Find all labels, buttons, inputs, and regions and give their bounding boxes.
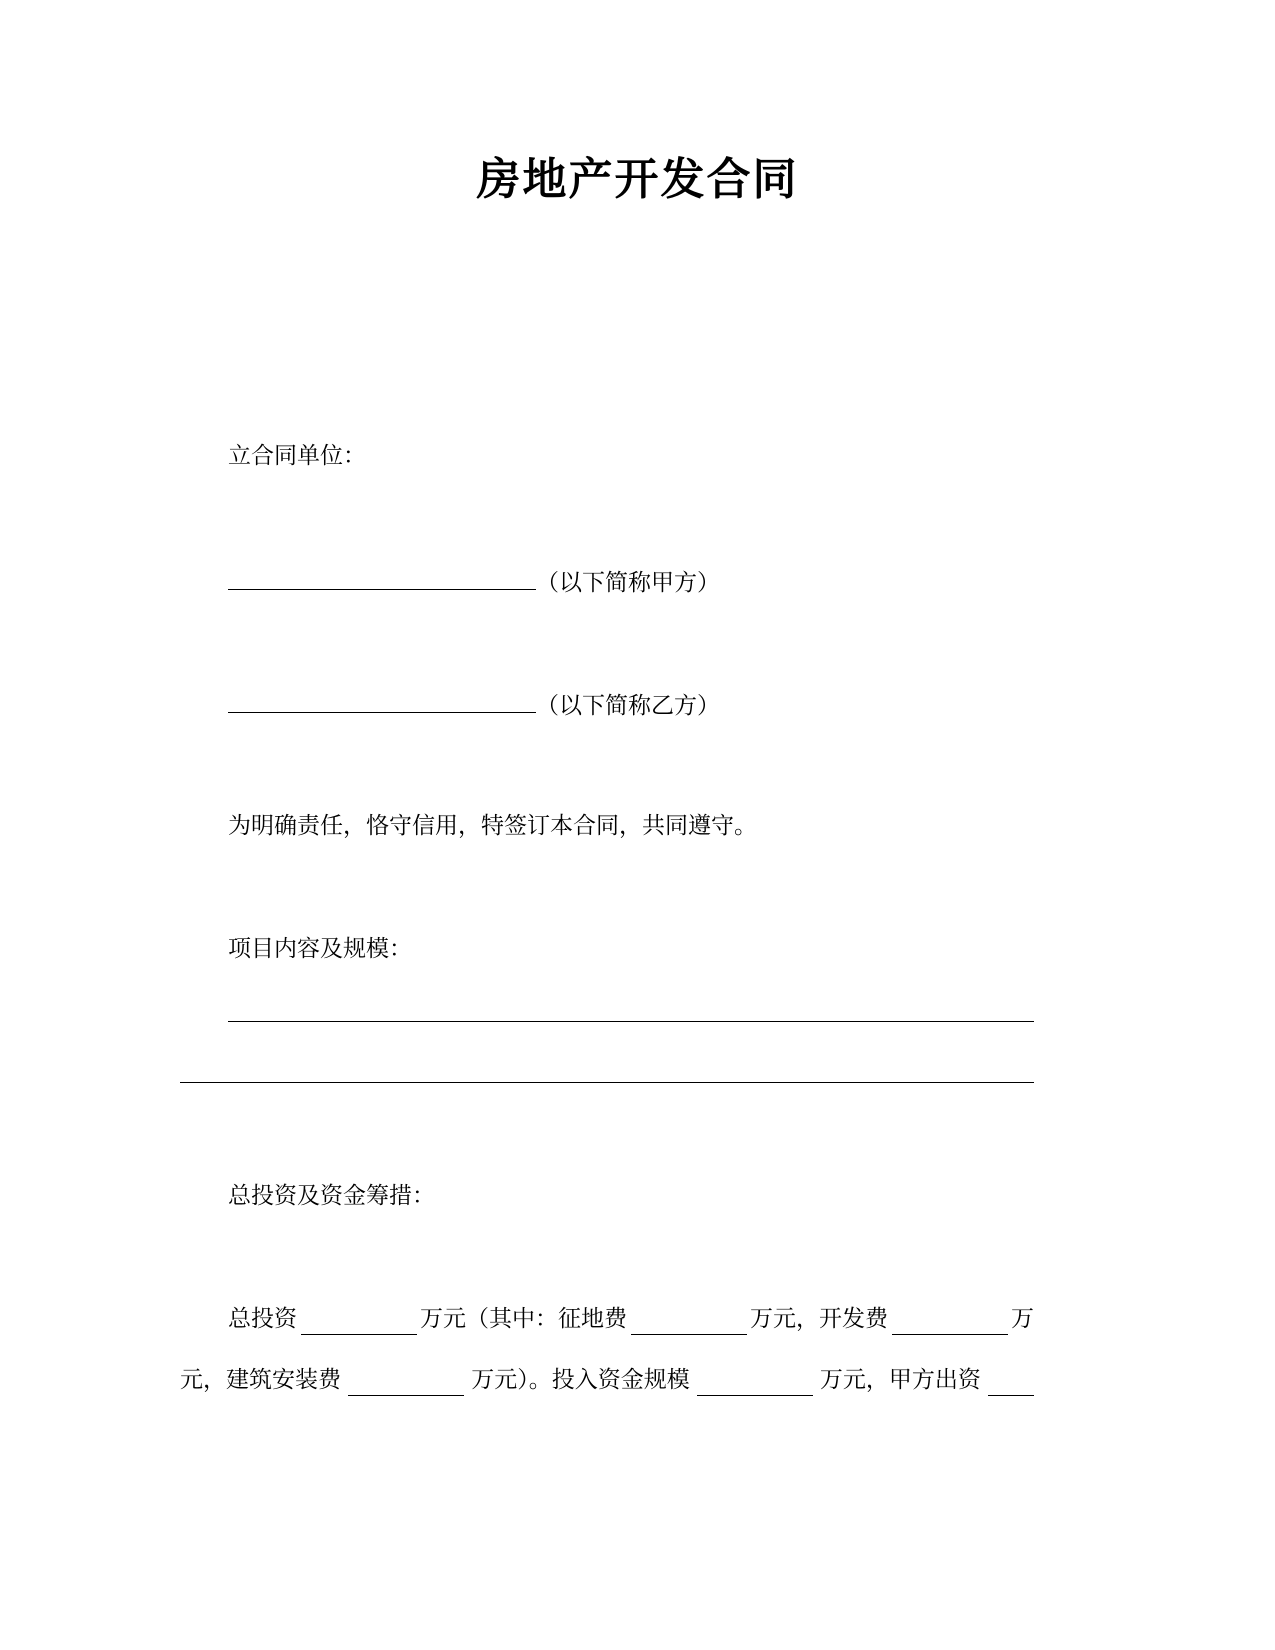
party-a-contribution-text: 万元，甲方出资 [819, 1367, 981, 1393]
party-a-suffix: （以下简称甲方） [536, 570, 720, 596]
investment-label: 总投资及资金筹措： [228, 1183, 435, 1209]
party-a-blank[interactable] [228, 563, 536, 590]
capital-scale-text: 万元）。投入资金规模 [471, 1367, 690, 1393]
investment-line-2 [180, 1364, 1034, 1396]
land-fee-blank[interactable] [631, 1308, 747, 1335]
total-investment-text: 总投资 [228, 1306, 297, 1332]
party-b-suffix: （以下简称乙方） [536, 693, 720, 719]
party-a-contribution-blank[interactable] [988, 1369, 1034, 1396]
project-rule-1[interactable] [228, 1021, 1034, 1022]
total-investment-blank[interactable] [301, 1308, 417, 1335]
development-fee-text: 万元，开发费 [750, 1306, 888, 1332]
project-label: 项目内容及规模： [228, 936, 412, 962]
construction-fee-text: 元，建筑安装费 [180, 1367, 341, 1393]
unit-wan-text: 万 [1011, 1306, 1034, 1332]
development-fee-blank[interactable] [892, 1308, 1008, 1335]
land-fee-text: 万元（其中：征地费 [420, 1306, 627, 1332]
construction-fee-blank[interactable] [348, 1369, 464, 1396]
party-b-blank[interactable] [228, 686, 536, 713]
party-b-line [228, 686, 720, 722]
parties-label: 立合同单位： [228, 443, 366, 469]
party-a-line [228, 563, 720, 599]
document-title: 房地产开发合同 [476, 154, 799, 205]
project-rule-2[interactable] [180, 1082, 1034, 1083]
purpose-text: 为明确责任，恪守信用，特签订本合同，共同遵守。 [228, 813, 757, 839]
capital-scale-blank[interactable] [697, 1369, 813, 1396]
investment-line-1 [228, 1303, 1034, 1335]
